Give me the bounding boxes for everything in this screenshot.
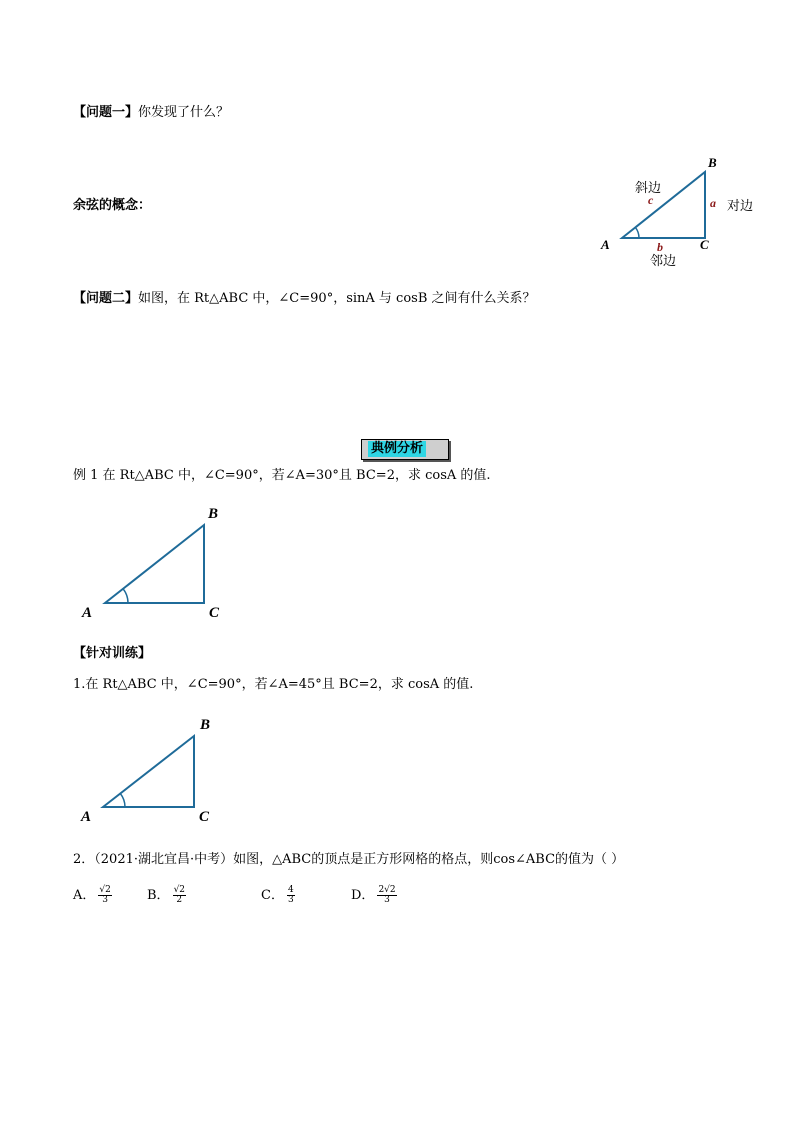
- option-a-numerator: √2: [99, 885, 111, 895]
- example1-text: 例 1 在 Rt△ABC 中，∠C=90°，若∠A=30°且 BC=2，求 cosA 的值.: [73, 468, 491, 483]
- option-a-denominator: 3: [102, 895, 108, 905]
- triangle-3-shape: [103, 736, 194, 807]
- option-d-denominator: 3: [384, 895, 390, 905]
- option-a-fraction: [98, 886, 111, 905]
- practice-title: 【针对训练】: [73, 646, 152, 661]
- question2: [73, 291, 536, 307]
- option-a: [73, 884, 112, 905]
- fig2-vertex-C: C: [209, 605, 220, 621]
- option-c-denominator: 3: [287, 895, 294, 905]
- question2-label: 【问题二】: [73, 291, 139, 306]
- section-heading-box: [361, 439, 449, 460]
- option-d-fraction: [377, 886, 396, 905]
- fig1-hypotenuse-label: 斜边: [635, 181, 662, 196]
- triangle-figure-2: [78, 500, 238, 626]
- question2-text: 如图，在 Rt△ABC 中，∠C=90°，sinA 与 cosB 之间有什么关系？: [138, 291, 536, 306]
- triangle-figure-1: [590, 148, 770, 276]
- triangle-1-angle-arc: [636, 228, 640, 238]
- option-d-letter: D．: [351, 888, 375, 903]
- option-c-letter: C．: [261, 888, 284, 903]
- fig1-side-a: a: [710, 196, 716, 210]
- item2-text: 2．（2021·湖北宜昌·中考）如图，△ABC的顶点是正方形网格的格点，则cos∠ABC的值为（ ）: [73, 852, 625, 867]
- question1-label: 【问题一】: [73, 105, 139, 120]
- item1-text: 1.在 Rt△ABC 中，∠C=90°，若∠A=45°且 BC=2，求 cosA 的值.: [73, 677, 474, 692]
- option-d: [351, 884, 397, 905]
- option-c-fraction: [287, 886, 295, 905]
- fig1-vertex-B: B: [708, 155, 717, 170]
- option-c-numerator: 4: [287, 885, 294, 895]
- fig1-vertex-A: A: [601, 237, 610, 252]
- option-b-numerator: √2: [173, 885, 186, 895]
- fig2-vertex-A: A: [82, 605, 93, 621]
- option-b-fraction: [173, 886, 186, 905]
- triangle-2-angle-arc: [123, 589, 128, 603]
- triangle-figure-3: [78, 712, 228, 828]
- option-a-letter: A．: [73, 888, 96, 903]
- option-c: [261, 884, 295, 905]
- fig1-adjacent-label: 邻边: [650, 254, 677, 269]
- option-b-denominator: 2: [176, 895, 183, 905]
- section-heading-title: 典例分析: [368, 441, 426, 457]
- question1: [73, 105, 229, 121]
- fig1-side-c: c: [648, 193, 654, 207]
- fig1-side-b: b: [657, 240, 663, 254]
- question1-text: 你发现了什么？: [138, 105, 230, 120]
- fig2-vertex-B: B: [208, 506, 219, 522]
- cosine-concept-label: 余弦的概念：: [73, 198, 152, 213]
- option-b-letter: B．: [147, 888, 170, 903]
- fig1-opposite-label: 对边: [727, 199, 754, 214]
- triangle-3-angle-arc: [120, 794, 125, 808]
- fig3-vertex-C: C: [199, 809, 210, 825]
- option-d-numerator: 2√2: [378, 885, 396, 895]
- fig1-vertex-C: C: [700, 237, 709, 252]
- fig3-vertex-A: A: [81, 809, 92, 825]
- triangle-2-shape: [105, 525, 204, 603]
- fig3-vertex-B: B: [200, 717, 211, 733]
- option-b: [147, 884, 186, 905]
